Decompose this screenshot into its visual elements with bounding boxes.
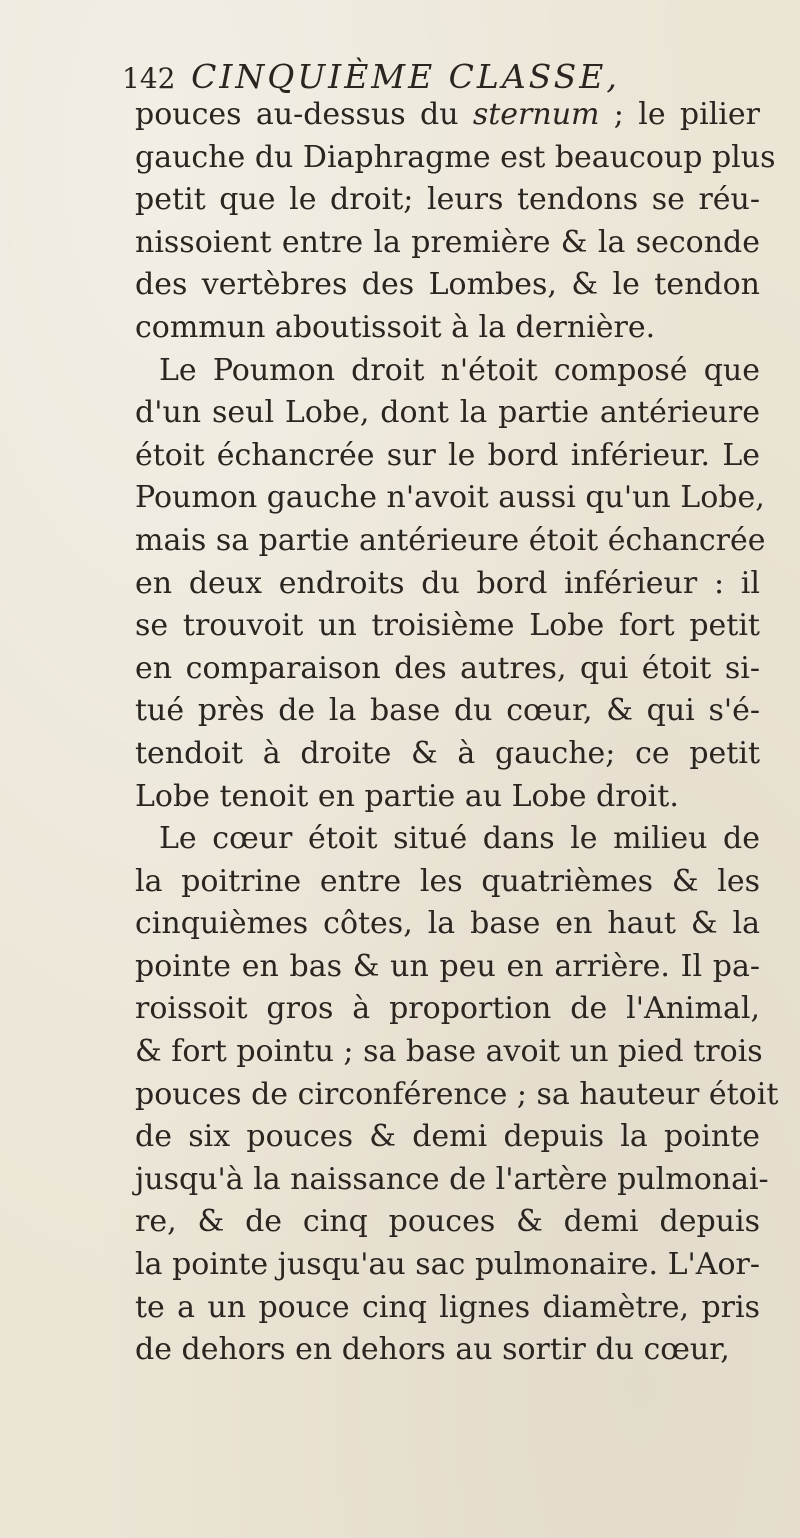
paragraph-start-line: Le Poumon droit n'étoit composé que bbox=[159, 352, 760, 388]
italic-term: sternum bbox=[472, 97, 600, 132]
page-number: 142 bbox=[122, 62, 176, 95]
text-line: en deux endroits du bord inférieur : il bbox=[135, 565, 760, 601]
text-line: de six pouces & demi depuis la pointe bbox=[135, 1119, 760, 1155]
text-line: nissoient entre la première & la seconde bbox=[135, 224, 760, 260]
text-line: & fort pointu ; sa base avoit un pied trois bbox=[135, 1034, 763, 1070]
text-line: roissoit gros à proportion de l'Animal, bbox=[135, 991, 760, 1027]
paragraph-start-line: Le cœur étoit situé dans le milieu de bbox=[159, 821, 760, 857]
text-line: petit que le droit; leurs tendons se réu- bbox=[135, 182, 760, 218]
text-line: cinquièmes côtes, la base en haut & la bbox=[135, 906, 760, 942]
text-line: la poitrine entre les quatrièmes & les bbox=[135, 863, 760, 899]
text-line: te a un pouce cinq lignes diamètre, pris bbox=[135, 1289, 760, 1325]
text-line: en comparaison des autres, qui étoit si- bbox=[135, 650, 760, 686]
text-line: de dehors en dehors au sortir du cœur, bbox=[135, 1332, 730, 1368]
text-line: étoit échancrée sur le bord inférieur. Le bbox=[135, 437, 760, 473]
text-line: pointe en bas & un peu en arrière. Il pa- bbox=[135, 948, 760, 984]
text-line: tué près de la base du cœur, & qui s'é- bbox=[135, 693, 760, 729]
text-line: gauche du Diaphragme est beaucoup plus bbox=[135, 139, 776, 175]
text-line: pouces de circonférence ; sa hauteur étoit bbox=[135, 1076, 779, 1112]
text-line: mais sa partie antérieure étoit échancrée bbox=[135, 522, 766, 558]
text-line: re, & de cinq pouces & demi depuis bbox=[135, 1204, 760, 1240]
running-head: CINQUIÈME CLASSE, bbox=[191, 57, 620, 96]
text-line: Poumon gauche n'avoit aussi qu'un Lobe, bbox=[135, 480, 765, 516]
text-line: la pointe jusqu'au sac pulmonaire. L'Aor- bbox=[135, 1247, 760, 1283]
text-line: Lobe tenoit en partie au Lobe droit. bbox=[135, 778, 679, 814]
text-line: se trouvoit un troisième Lobe fort petit bbox=[135, 608, 760, 644]
text-line: des vertèbres des Lombes, & le tendon bbox=[135, 267, 760, 303]
text-line: d'un seul Lobe, dont la partie antérieure bbox=[135, 395, 760, 431]
text-line: jusqu'à la naissance de l'artère pulmonai- bbox=[135, 1161, 769, 1197]
text-line: pouces au-dessus du sternum ; le pilier bbox=[135, 97, 760, 132]
text-line: commun aboutissoit à la dernière. bbox=[135, 309, 656, 345]
text-line: tendoit à droite & à gauche; ce petit bbox=[135, 735, 760, 771]
body-text bbox=[135, 94, 779, 1372]
